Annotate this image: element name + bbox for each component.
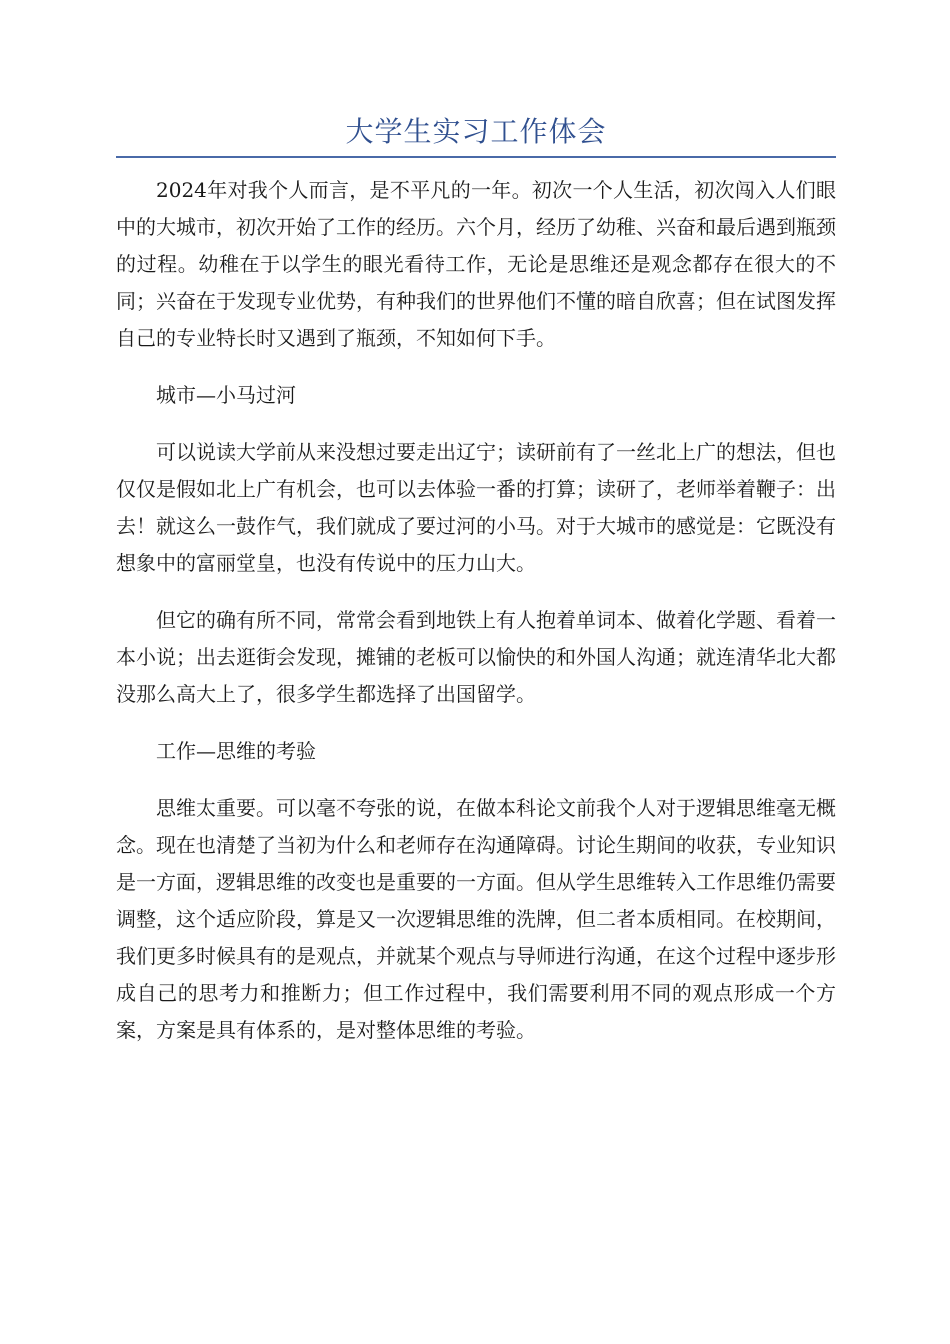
paragraph-work-1: 思维太重要。可以毫不夸张的说，在做本科论文前我个人对于逻辑思维毫无概念。现在也清楚了当初为什么和老师存在沟通障碍。讨论生期间的收获，专业知识是一方面，逻辑思维的改变也是重要的一方面。但从学生思维转入工作思维仍需要调整，这个适应阶段，算是又一次逻辑思维的洗牌，但二者本质相同。在校期间，我们更多时候具有的是观点，并就某个观点与导师进行沟通，在这个过程中逐步形成自己的思考力和推断力；但工作过程中，我们需要利用不同的观点形成一个方案，方案是具有体系的，是对整体思维的考验。: [116, 796, 836, 1042]
document-page: [116, 108, 836, 1069]
document-title: 大学生实习工作体会: [345, 115, 607, 148]
section-heading-city: 城市—小马过河: [156, 383, 296, 407]
paragraph-intro: 2024年对我个人而言，是不平凡的一年。初次一个人生活，初次闯入人们眼中的大城市，初次开始了工作的经历。六个月，经历了幼稚、兴奋和最后遇到瓶颈的过程。幼稚在于以学生的眼光看待工作，无论是思维还是观念都存在很大的不同；兴奋在于发现专业优势，有种我们的世界他们不懂的暗自欣喜；但在试图发挥自己的专业特长时又遇到了瓶颈，不知如何下手。: [116, 178, 836, 350]
paragraph-city-2: 但它的确有所不同，常常会看到地铁上有人抱着单词本、做着化学题、看着一本小说；出去逛街会发现，摊铺的老板可以愉快的和外国人沟通；就连清华北大都没那么高大上了，很多学生都选择了出国留学。: [116, 608, 836, 706]
title-underline: [116, 156, 836, 158]
paragraph-city-1: 可以说读大学前从来没想过要走出辽宁；读研前有了一丝北上广的想法，但也仅仅是假如北上广有机会，也可以去体验一番的打算；读研了，老师举着鞭子：出去！就这么一鼓作气，我们就成了要过河的小马。对于大城市的感觉是：它既没有想象中的富丽堂皇，也没有传说中的压力山大。: [116, 440, 836, 575]
section-heading-work: 工作—思维的考验: [156, 739, 316, 763]
